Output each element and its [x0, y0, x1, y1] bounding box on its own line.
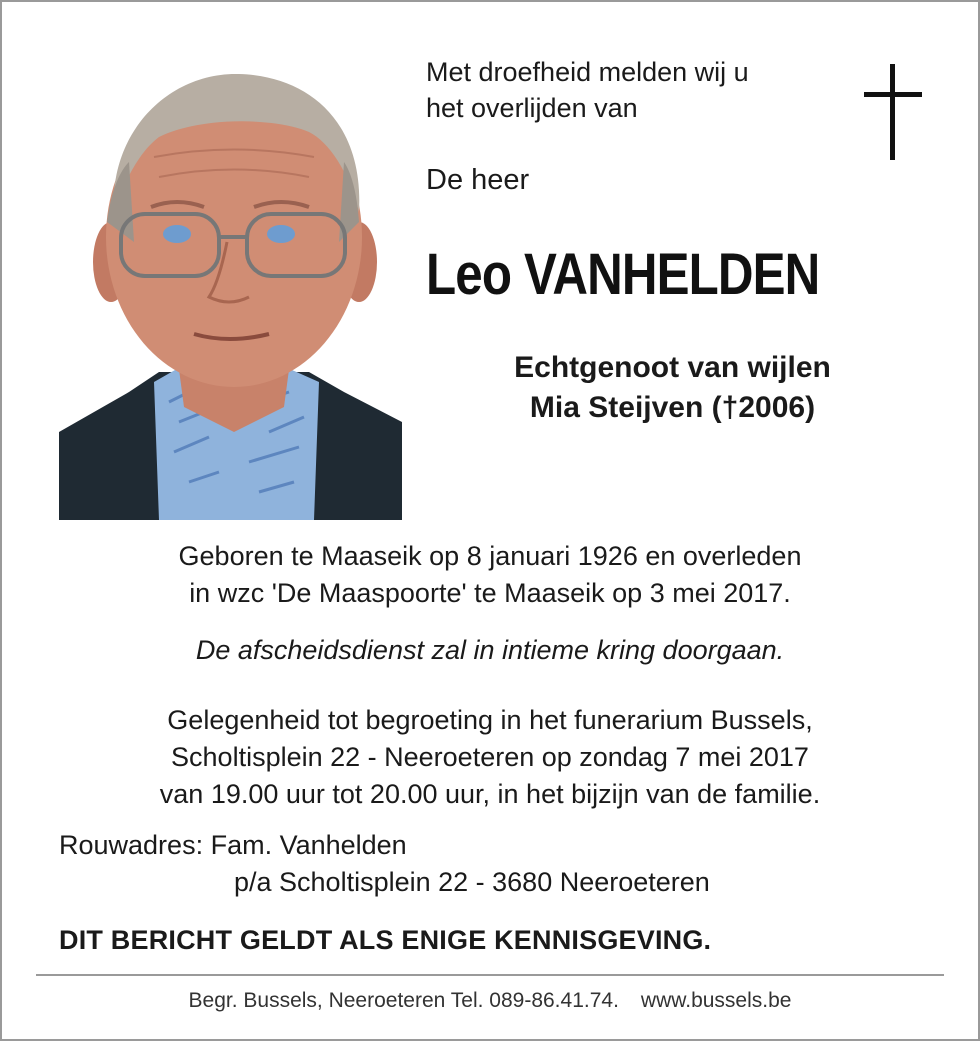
mourning-address [59, 827, 710, 901]
deceased-name: Leo VANHELDEN [426, 242, 820, 307]
website-link[interactable]: www.bussels.be [640, 989, 792, 1012]
visit-line-2: Scholtisplein 22 - Neeroeteren op zondag 7 mei 2017 [171, 742, 809, 772]
visit-line-3: van 19.00 uur tot 20.00 uur, in het bijzijn van de familie. [159, 779, 821, 809]
divider [36, 974, 944, 976]
address-line-1: Rouwadres: Fam. Vanhelden [59, 830, 407, 860]
visit-line-1: Gelegenheid tot begroeting in het funerarium Bussels, [167, 705, 813, 735]
intro-line-2: het overlijden van [426, 93, 638, 123]
spouse-line-2: Mia Steijven (†2006) [529, 391, 816, 424]
spouse-info [460, 348, 885, 428]
born-line-1: Geboren te Maaseik op 8 januari 1926 en overleden [178, 541, 802, 571]
born-line-2: in wzc 'De Maaspoorte' te Maaseik op 3 mei 2017. [189, 578, 791, 608]
cross-icon [864, 64, 922, 160]
intro-line-1: Met droefheid melden wij u [426, 57, 749, 87]
intro-text [426, 54, 749, 126]
undertaker-info: Begr. Bussels, Neeroeteren Tel. 089-86.41.74. [188, 989, 619, 1012]
honorific: De heer [426, 164, 530, 196]
notice-text: DIT BERICHT GELDT ALS ENIGE KENNISGEVING. [59, 925, 712, 955]
visitation-info [40, 702, 940, 813]
footer [0, 986, 980, 1016]
address-line-2: p/a Scholtisplein 22 - 3680 Neeroeteren [234, 867, 710, 897]
service-info: De afscheidsdienst zal in intieme kring doorgaan. [195, 635, 785, 665]
portrait-photo [59, 62, 402, 520]
spouse-line-1: Echtgenoot van wijlen [514, 351, 831, 384]
birth-death-info [40, 538, 940, 612]
